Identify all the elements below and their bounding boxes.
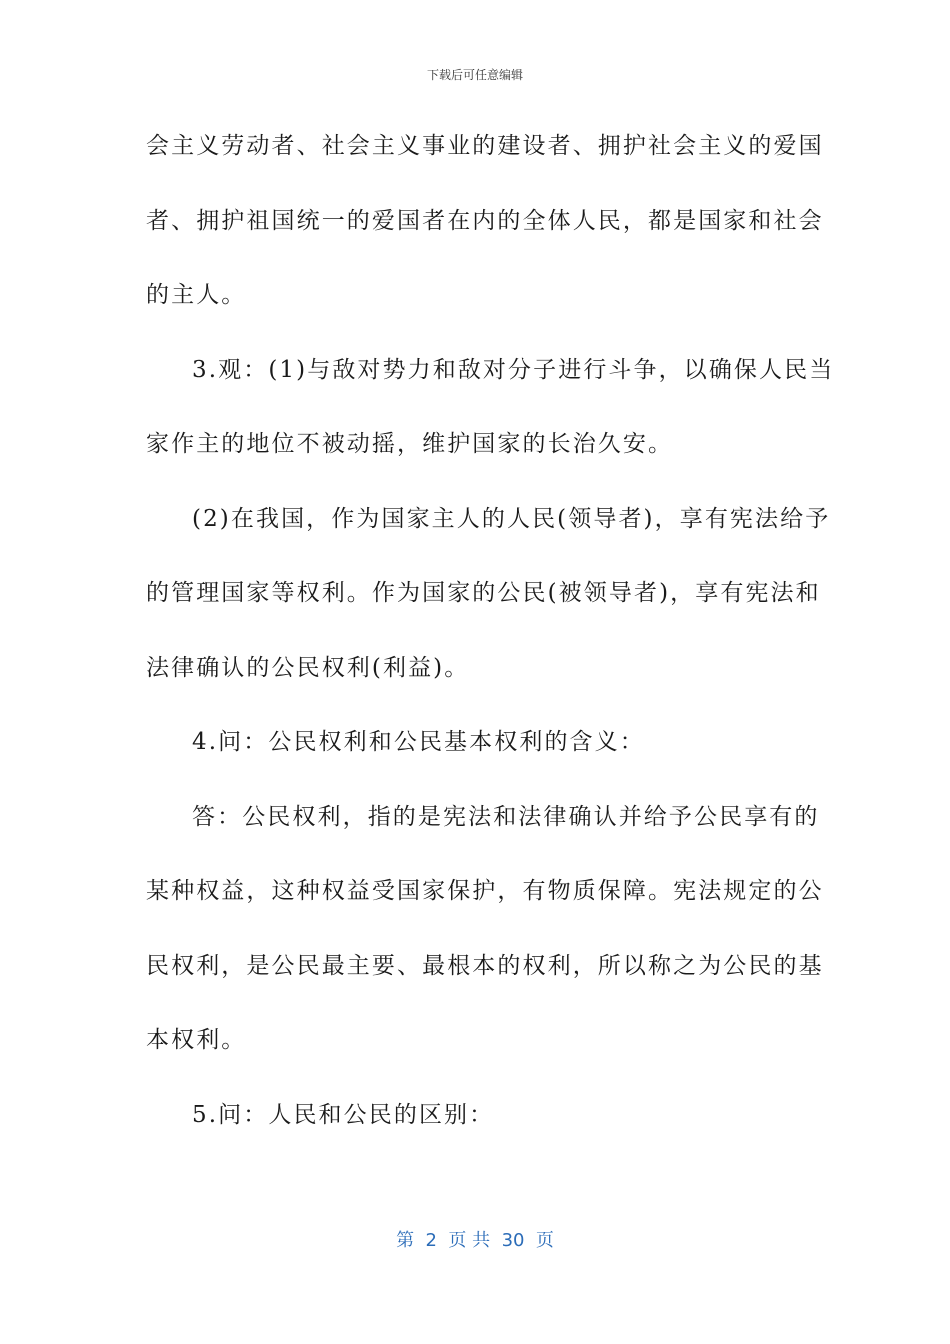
text-line: 会主义劳动者、社会主义事业的建设者、拥护社会主义的爱国 xyxy=(146,133,824,159)
text-line: 3.观：(1)与敌对势力和敌对分子进行斗争，以确保人民当 xyxy=(192,356,835,383)
page-number-footer: 第 2 页 共 30 页 xyxy=(396,1230,554,1251)
text-line: 者、拥护祖国统一的爱国者在内的全体人民，都是国家和社会 xyxy=(146,207,824,234)
text-line: 答：公民权利，指的是宪法和法律确认并给予公民享有的 xyxy=(192,803,820,830)
text-line: 5.问：人民和公民的区别： xyxy=(192,1101,495,1128)
text-line: 某种权益，这种权益受国家保护，有物质保障。宪法规定的公 xyxy=(146,878,824,904)
text-line: 的主人。 xyxy=(146,282,247,308)
text-line: 法律确认的公民权利(利益)。 xyxy=(146,654,470,681)
text-line: 4.问：公民权利和公民基本权利的含义： xyxy=(192,729,645,755)
text-line: 本权利。 xyxy=(146,1027,247,1053)
document-body xyxy=(146,118,835,1161)
page-header: 下载后可任意编辑 xyxy=(426,68,523,82)
text-line: (2)在我国，作为国家主人的人民(领导者)，享有宪法给予 xyxy=(192,505,831,532)
text-line: 的管理国家等权利。作为国家的公民(被领导者)，享有宪法和 xyxy=(146,580,821,606)
text-line: 家作主的地位不被动摇，维护国家的长治久安。 xyxy=(146,431,674,457)
text-line: 民权利，是公民最主要、最根本的权利，所以称之为公民的基 xyxy=(146,952,824,979)
